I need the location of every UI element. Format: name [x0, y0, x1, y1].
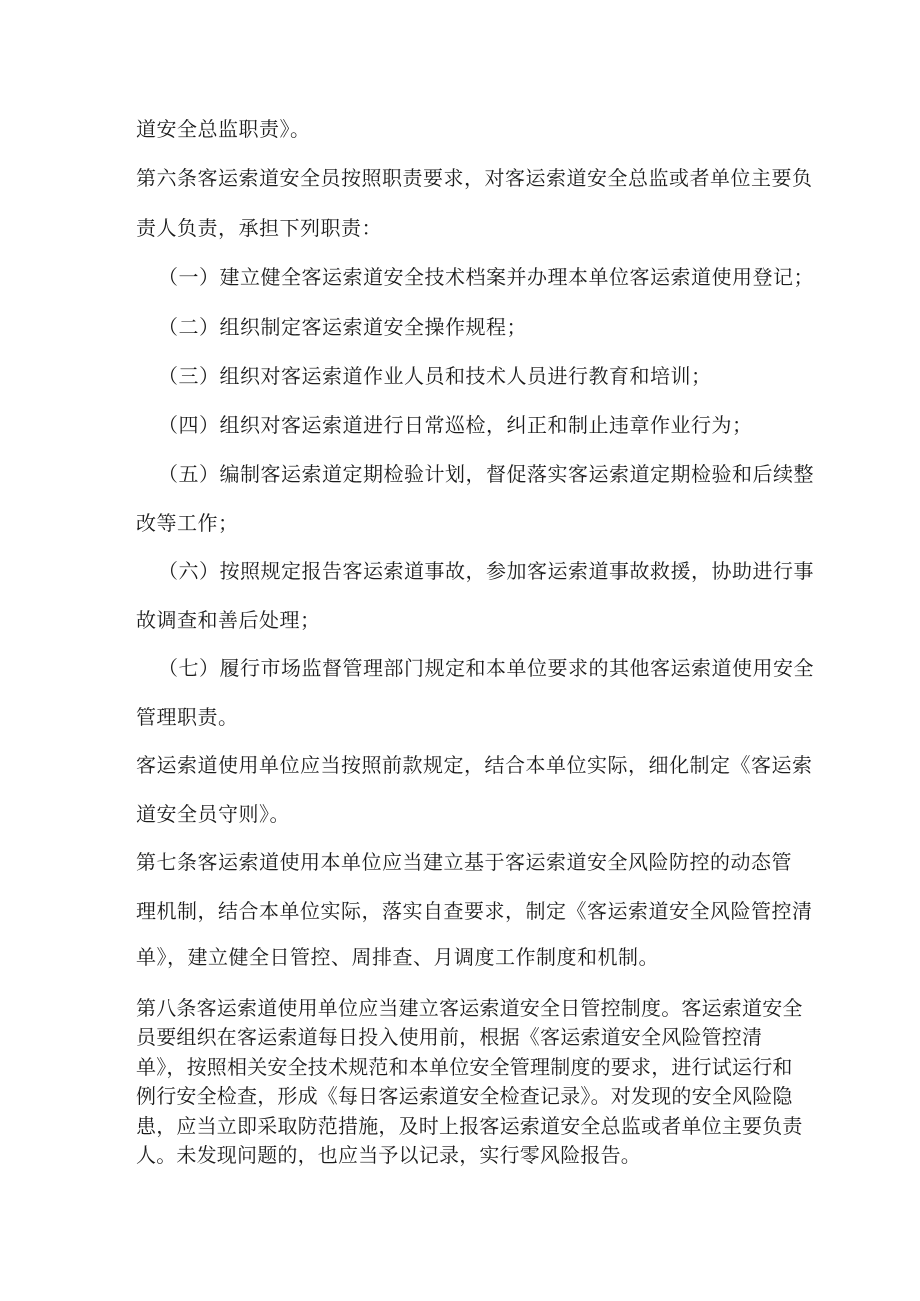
paragraph-line: 患，应当立即采取防范措施，及时上报客运索道安全总监或者单位主要负责 [136, 1114, 803, 1138]
duty-item-4: （四）组织对客运索道进行日常巡检，纠正和制止违章作业行为； [158, 413, 753, 437]
article-8-heading-line: 第八条客运索道使用单位应当建立客运索道安全日管控制度。客运索道安全 [136, 996, 803, 1020]
duty-item-6: （六）按照规定报告客运索道事故，参加客运索道事故救援，协助进行事 [158, 559, 814, 583]
duty-item-2: （二）组织制定客运索道安全操作规程； [158, 315, 527, 339]
duty-item-5: （五）编制客运索道定期检验计划，督促落实客运索道定期检验和后续整 [158, 462, 814, 486]
paragraph-line: 理机制，结合本单位实际，落实自查要求，制定《客运索道安全风险管控清 [136, 899, 813, 923]
paragraph-line: 员要组织在客运索道每日投入使用前，根据《客运索道安全风险管控清 [136, 1025, 763, 1049]
paragraph-line: 人。未发现问题的，也应当予以记录，实行零风险报告。 [136, 1143, 641, 1167]
duty-item-1: （一）建立健全客运索道安全技术档案并办理本单位客运索道使用登记； [158, 265, 814, 289]
paragraph-line: 道安全总监职责》。 [136, 117, 311, 141]
paragraph-line: 责人负责，承担下列职责： [136, 216, 382, 240]
duty-item-7-continued: 管理职责。 [136, 705, 239, 729]
paragraph-line: 单》，建立健全日管控、周排查、月调度工作制度和机制。 [136, 945, 659, 969]
article-7-heading-line: 第七条客运索道使用本单位应当建立基于客运索道安全风险防控的动态管 [136, 850, 792, 874]
duty-item-3: （三）组织对客运索道作业人员和技术人员进行教育和培训； [158, 364, 712, 388]
duty-item-5-continued: 改等工作； [136, 511, 239, 535]
article-6-heading-line: 第六条客运索道安全员按照职责要求，对客运索道安全总监或者单位主要负 [136, 166, 813, 190]
closing-paragraph-line: 道安全员守则》。 [136, 802, 290, 826]
closing-paragraph-line: 客运索道使用单位应当按照前款规定，结合本单位实际，细化制定《客运索 [136, 753, 813, 777]
duty-item-6-continued: 故调查和善后处理； [136, 608, 321, 632]
paragraph-line: 单》，按照相关安全技术规范和本单位安全管理制度的要求，进行试运行和 [136, 1055, 793, 1079]
paragraph-line: 例行安全检查，形成《每日客运索道安全检查记录》。对发现的安全风险隐 [136, 1084, 793, 1108]
duty-item-7: （七）履行市场监督管理部门规定和本单位要求的其他客运索道使用安全 [158, 656, 814, 680]
